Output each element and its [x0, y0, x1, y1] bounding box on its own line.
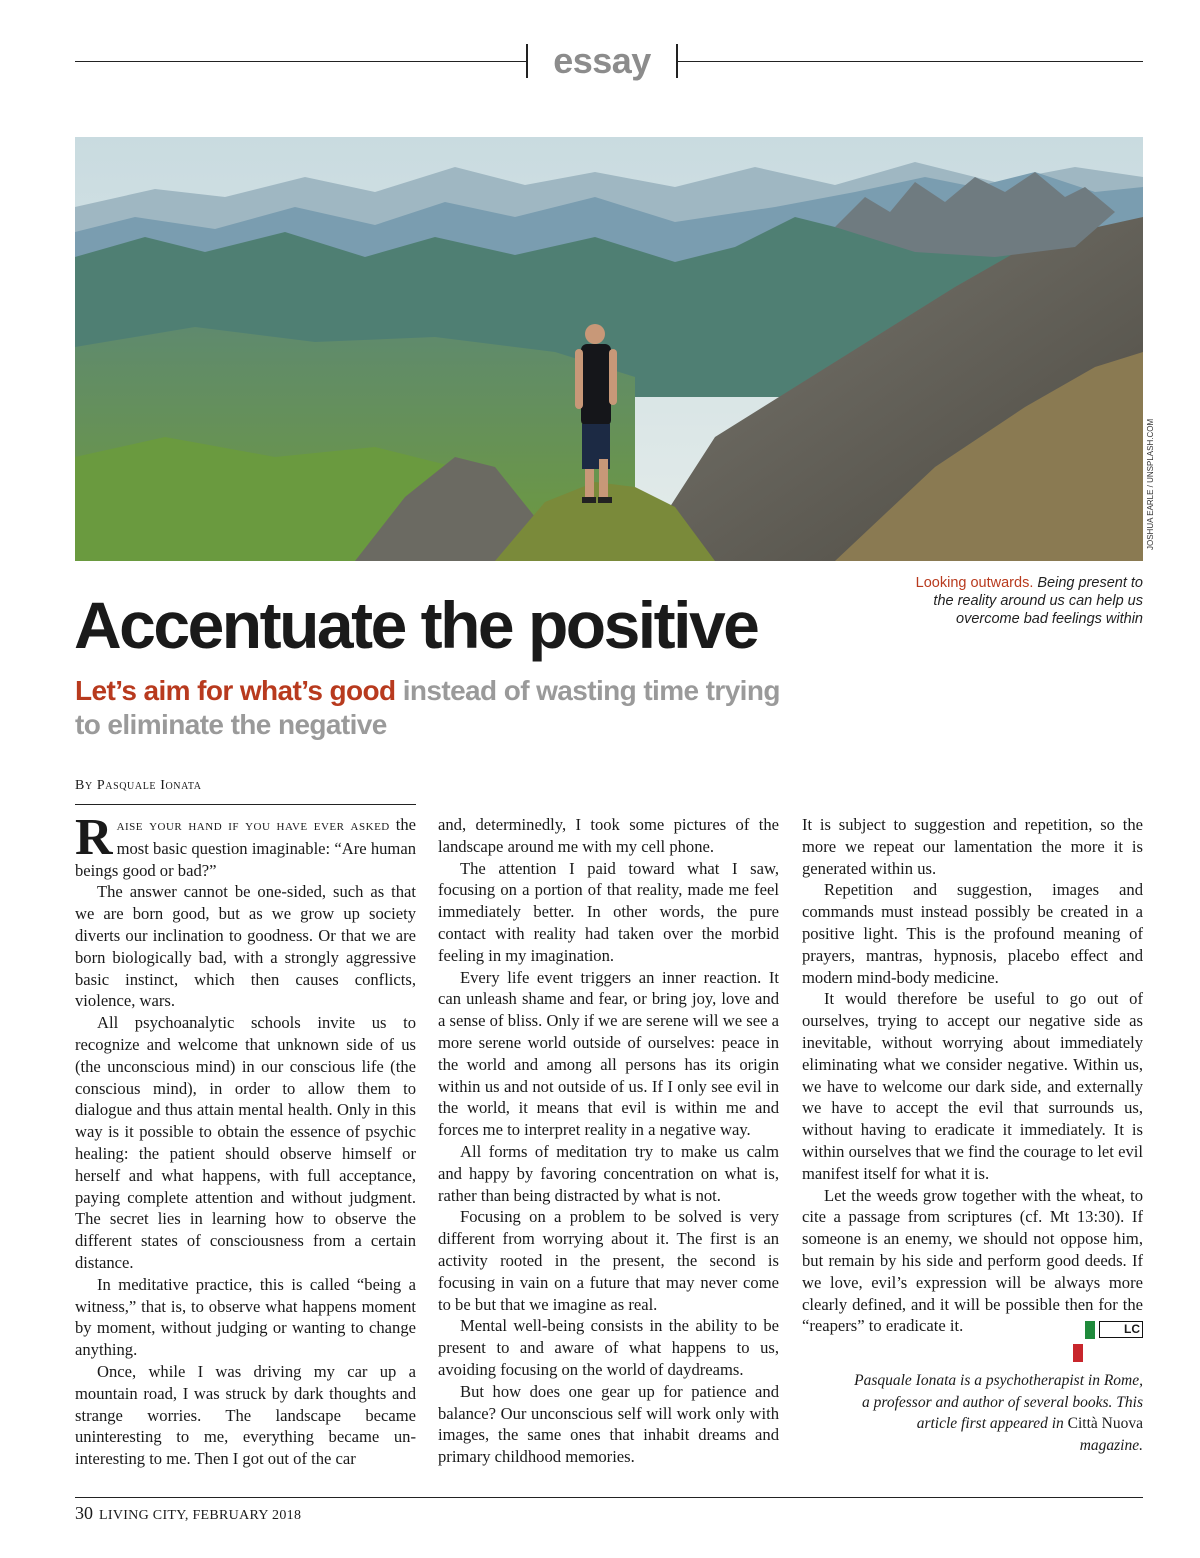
bio-text-b: magazine.: [1079, 1436, 1143, 1454]
paragraph: All forms of meditation try to make us calm and happy by favoring concentration on what is, rather than being distracted by what is not.: [438, 1141, 779, 1205]
article-column-1: [75, 809, 416, 1470]
section-header: [75, 40, 1143, 84]
lead-smallcaps: aise your hand if you have ever asked: [116, 818, 390, 834]
paragraph: But how does one gear up for patience and balance? Our unconscious self will work only with images, the same ones that inhabit dreams and primary childhood memories.: [438, 1381, 779, 1467]
page-number: 30: [75, 1503, 93, 1523]
article-column-3: [802, 814, 1143, 1339]
dek-rest: instead of wasting time trying to eliminate the negative: [75, 675, 780, 740]
paragraph: The answer cannot be one-sided, such as that we are born good, but as we grow up society diverts our inclination to goodness. Or that we are born biologically bad, with a strongly aggressive basic instinct, which then causes conflicts, violence, wars.: [75, 882, 416, 1011]
mountain-landscape-image: [75, 137, 1143, 561]
author-bio: [850, 1370, 1143, 1456]
article-headline: Accentuate the positive: [74, 588, 758, 662]
final-paragraph-text: Let the weeds grow together with the wheat, to cite a passage from scriptures (cf. Mt 13:30). If someone is an enemy, we should not oppose him, but remain by his side and perform good deeds. If we love, evil’s expression will be always more clearly defined, and it will be possible then for the “reapers” to eradicate it.: [802, 1185, 1143, 1336]
header-tick-left: [526, 44, 528, 78]
bio-text-a: Pasquale Ionata is a psychotherapist in Rome, a professor and author of several books. This article first appeared in: [854, 1372, 1143, 1432]
drop-cap: R: [75, 809, 113, 866]
article-dek: [75, 674, 795, 742]
lead-paragraph: [75, 809, 416, 881]
hero-photo: [75, 137, 1143, 561]
byline: [75, 776, 416, 805]
paragraph-continued: and, determinedly, I took some pictures of the landscape around me with my cell phone.: [438, 815, 779, 856]
header-rule-right: [678, 61, 1143, 62]
paragraph: Mental well-being consists in the ability to be present to and aware of what happens to us, avoiding focusing on the world of daydreams.: [438, 1316, 779, 1379]
living-city-logo: LC: [1099, 1321, 1143, 1338]
bio-magazine: Città Nuova: [1067, 1415, 1143, 1432]
final-paragraph: [802, 1185, 1143, 1338]
paragraph: All psychoanalytic schools invite us to recognize and welcome that unknown side of us (the unconscious mind) in our conscious life (the conscious mind), in order to allow them to dialogue and thus attain mental health. Only in this way is it possible to obtain the essence of psychic healing: the patient should observe himself or herself and what happens, with full acceptance, paying complete attention and without judgment. The secret lies in learning how to observe the different states of consciousness from a certain distance.: [75, 1013, 416, 1272]
paragraph: It would therefore be useful to go out of ourselves, trying to accept our negative side as inevitable, without worrying about immediately eliminating what we consider negative. Within us, we have to welcome our dark side, and externally we have to accept the evil that surrounds us, without having to eradicate it immediately. It is within ourselves that we find the courage to let evil manifest itself for what it is.: [802, 989, 1143, 1183]
page-footer: [75, 1503, 301, 1526]
paragraph: Focusing on a problem to be solved is very different from worrying about it. The first is an activity rooted in the present, the second is focusing in vain on a future that may never come to be but that we imagine as real.: [438, 1207, 779, 1314]
paragraph-continued: It is subject to suggestion and repetition, so the more we repeat our lamentation the more it is generated within us.: [802, 815, 1143, 878]
footer-rule: [75, 1497, 1143, 1498]
byline-text: By Pasquale Ionata: [75, 778, 202, 793]
paragraph: Repetition and suggestion, images and commands must instead possibly be created in a positive light. This is the profound meaning of prayers, mantras, hypnosis, placebo effect and modern mind-body medicine.: [802, 880, 1143, 987]
dek-lead: Let’s aim for what’s good: [75, 675, 396, 706]
caption-text: Being present to the reality around us can help us overcome bad feelings within: [933, 575, 1143, 627]
end-mark: [1041, 1317, 1143, 1339]
photo-caption: [903, 574, 1143, 628]
section-label: essay: [553, 40, 651, 81]
publication-info: LIVING CITY, FEBRUARY 2018: [99, 1508, 302, 1523]
article-column-2: [438, 814, 779, 1468]
paragraph: The attention I paid toward what I saw, focusing on a portion of that reality, made me feel immediately better. In other words, the pure contact with reality had taken over the morbid feeling in my imagination.: [438, 858, 779, 965]
header-rule-left: [75, 61, 526, 62]
paragraph: Every life event triggers an inner reaction. It can unleash shame and fear, or bring joy, love and a sense of bliss. Only if we are serene will we see a more serene world outside of ourselves: peace in the world and among all persons has its origin within us and not outside of us. If I only see evil in the world, it means that evil is within me and forces me to interpret reality in a negative way.: [438, 967, 779, 1140]
italian-flag-icon: [1063, 1321, 1093, 1339]
paragraph: Once, while I was driving my car up a mountain road, I was struck by dark thoughts and strange worries. The landscape became uninteresting to me, everything became uninteresting to me. Then I got out of the car: [75, 1361, 416, 1469]
paragraph: In meditative practice, this is called “being a witness,” that is, to observe what happens moment by moment, without judging or wanting to change anything.: [75, 1274, 416, 1360]
caption-lead: Looking outwards.: [915, 575, 1034, 591]
photo-credit: JOSHUA EARLE / UNSPLASH.COM: [1146, 418, 1155, 550]
lead-text: the most basic question imaginable: “Are human beings good or bad?”: [75, 815, 416, 880]
